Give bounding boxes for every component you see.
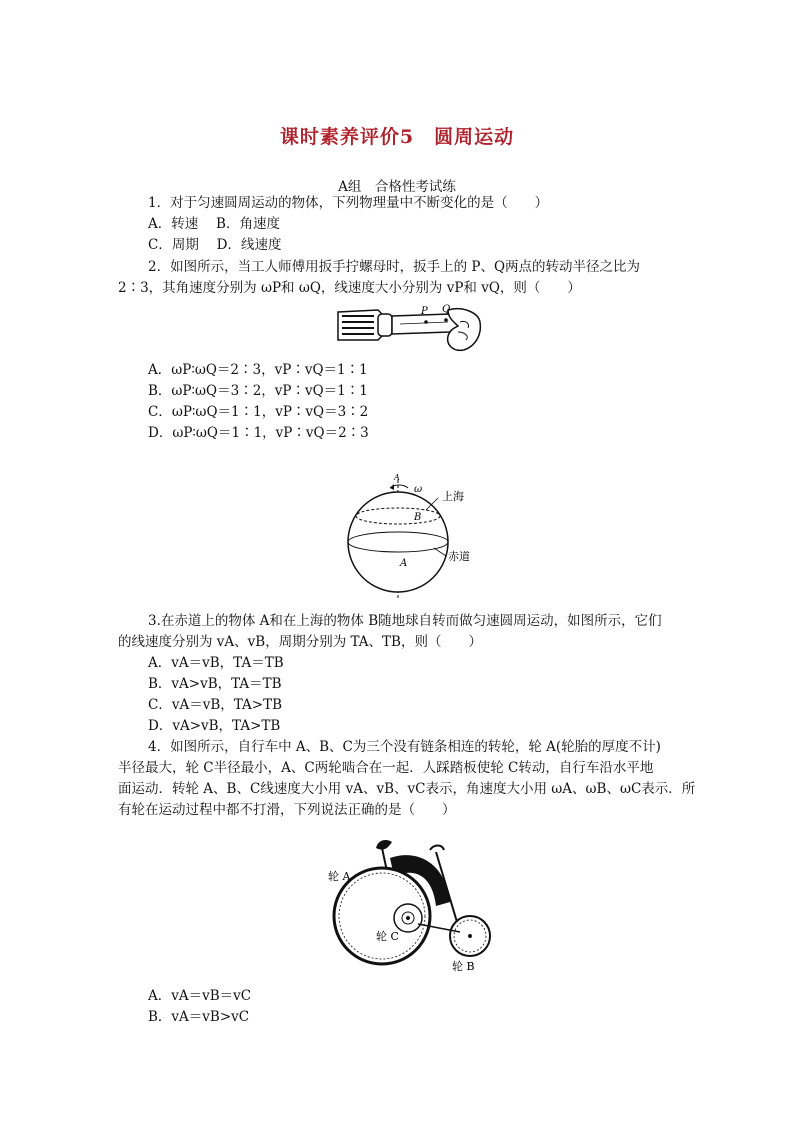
q3-stem-line1: 3.在赤道上的物体 A和在上海的物体 B随地球自转而做匀速圆周运动，如图所示，它们 <box>148 613 662 629</box>
bicycle-figure <box>318 828 498 978</box>
q2-stem-line2: 2∶3，其角速度分别为 ωP和 ωQ，线速度大小分别为 vP和 vQ，则（ ） <box>118 280 581 296</box>
section-heading: A组 合格性考试练 <box>338 179 456 195</box>
axis-label: A <box>394 474 400 482</box>
handlebar-icon <box>430 846 444 851</box>
wheel-b-label: 轮 B <box>452 960 475 973</box>
q2-option-c: C．ωP∶ωQ＝1∶1，vP∶vQ＝3∶2 <box>148 404 369 420</box>
q3-option-b: B．vA>vB，TA＝TB <box>148 676 282 692</box>
point-a-label: A <box>400 558 408 569</box>
point-p-label: P <box>421 306 428 317</box>
q3-option-a: A．vA＝vB，TA＝TB <box>148 655 284 671</box>
q2-option-d: D．ωP∶ωQ＝1∶1，vP∶vQ＝2∶3 <box>148 425 369 441</box>
q4-stem-line4: 有轮在运动过程中都不打滑，下列说法正确的是（ ） <box>118 802 456 818</box>
q1-options-ab: A．转速 B．角速度 <box>148 216 280 232</box>
hand-icon <box>448 309 481 351</box>
q1-options-cd: C．周期 D．线速度 <box>148 237 282 253</box>
q4-option-a: A．vA＝vB＝vC <box>148 988 252 1004</box>
q4-option-b: B．vA＝vB>vC <box>148 1009 250 1025</box>
point-b-label: B <box>414 512 422 523</box>
wheel-a-label: 轮 A <box>328 870 351 883</box>
q2-option-a: A．ωP∶ωQ＝2∶3，vP∶vQ＝1∶1 <box>148 362 368 378</box>
q1-stem: 1．对于匀速圆周运动的物体，下列物理量中不断变化的是（ ） <box>148 195 549 211</box>
q2-stem-line1: 2．如图所示，当工人师傅用扳手拧螺母时，扳手上的 P、Q两点的转动半径之比为 <box>148 259 641 275</box>
point-q-label: Q <box>442 304 451 315</box>
wrench-figure <box>330 300 490 360</box>
shanghai-label: 上海 <box>442 490 464 503</box>
q3-option-c: C．vA＝vB，TA>TB <box>148 697 283 713</box>
q4-stem-line3: 面运动．转轮 A、B、C线速度大小用 vA、vB、vC表示，角速度大小用 ωA、ωB、ωC表示．所 <box>118 781 696 797</box>
seat-icon <box>376 840 392 850</box>
q3-stem-line2: 的线速度分别为 vA、vB，周期分别为 TA、TB，则（ ） <box>118 634 482 650</box>
wheel-c-label: 轮 C <box>376 930 399 943</box>
omega-label: ω <box>414 484 423 495</box>
equator-label: 赤道 <box>448 550 470 563</box>
q4-stem-line2: 半径最大，轮 C半径最小，A、C两轮啮合在一起．人踩踏板使轮 C转动，自行车沿水平地 <box>118 760 654 776</box>
page-title: 课时素养评价5 圆周运动 <box>279 126 515 148</box>
q2-option-b: B．ωP∶ωQ＝3∶2，vP∶vQ＝1∶1 <box>148 383 368 399</box>
wrench-jaw <box>338 310 392 340</box>
earth-circle <box>348 492 448 592</box>
globe-figure <box>330 474 490 604</box>
q3-option-d: D．vA>vB，TA>TB <box>148 718 281 734</box>
q4-stem-line1: 4．如图所示，自行车中 A、B、C为三个没有链条相连的转轮，轮 A(轮胎的厚度不计) <box>148 739 661 755</box>
